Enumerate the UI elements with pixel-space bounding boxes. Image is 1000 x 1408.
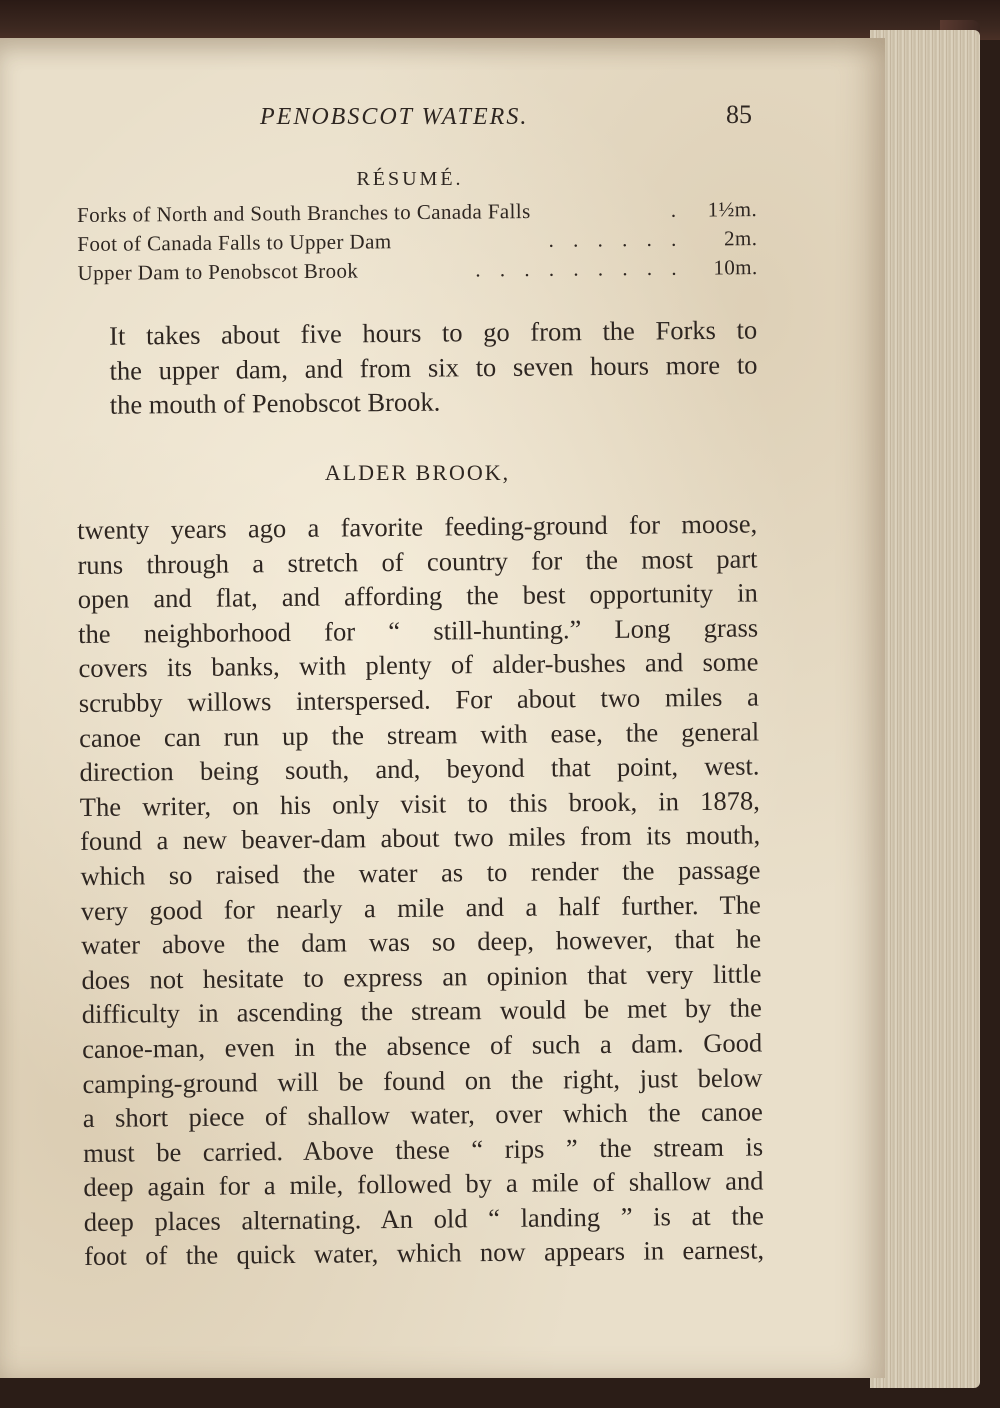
book-cover-top	[0, 0, 1000, 40]
page-number: 85	[726, 100, 752, 129]
resume-table	[77, 197, 758, 290]
resume-row-label: Upper Dam to Penobscot Brook	[77, 258, 359, 285]
leader-dots: . . . . . .	[548, 226, 684, 252]
page-edges	[870, 30, 980, 1388]
text-line: found a new beaver-dam about two miles from its mouth,	[80, 819, 761, 857]
leader-dots: .	[670, 197, 684, 222]
text-line: deep again for a mile, followed by a mile of shallow and	[83, 1165, 764, 1203]
resume-row-distance: 10m.	[713, 255, 758, 280]
text-line: foot of the quick water, which now appears in earnest,	[83, 1234, 765, 1272]
section-title: ALDER BROOK,	[324, 460, 511, 485]
book-page	[0, 38, 885, 1378]
text-line: difficulty in ascending the stream would be met by the	[81, 992, 762, 1030]
text-line: the neighborhood for “ still-hunting.” Long grass	[78, 612, 759, 649]
text-line: direction being south, and, beyond that point, west.	[79, 750, 760, 788]
text-line: scrubby willows interspersed. For about two miles a	[78, 681, 759, 718]
leader-dots: . . . . . . . . .	[475, 255, 684, 282]
text-line: very good for nearly a mile and a half further. The	[80, 888, 761, 926]
text-line: the upper dam, and from six to seven hours more to	[109, 349, 758, 386]
alder-brook-paragraph	[77, 506, 764, 1274]
text-line: The writer, on his only visit to this brook, in 1878,	[79, 785, 760, 822]
resume-title: RÉSUMÉ.	[356, 168, 464, 190]
text-line: covers its banks, with plenty of alder-bushes and some	[78, 646, 759, 684]
text-line: does not hesitate to express an opinion that very little	[81, 958, 762, 995]
text-line: a short piece of shallow water, over which the canoe	[82, 1096, 763, 1134]
running-head: PENOBSCOT WATERS.	[260, 104, 529, 130]
resume-row-distance: 2m.	[723, 226, 758, 251]
text-line: open and flat, and affording the best opportunity in	[77, 577, 758, 615]
resume-row-label: Foot of Canada Falls to Upper Dam	[77, 229, 392, 256]
text-line: which so raised the water as to render the passage	[80, 854, 761, 891]
text-line: camping-ground will be found on the right, just below	[82, 1061, 763, 1099]
text-line: canoe can run up the stream with ease, the general	[79, 716, 760, 753]
travel-time-paragraph	[77, 312, 758, 422]
resume-row	[78, 255, 758, 290]
text-line: deep places alternating. An old “ landing ” is at the	[83, 1200, 764, 1237]
text-line: canoe-man, even in the absence of such a dam. Good	[82, 1027, 763, 1064]
resume-row-distance: 1½m.	[707, 197, 758, 222]
text-line: It takes about five hours to go from the Forks to	[109, 314, 758, 351]
text-line: runs through a stretch of country for the most part	[77, 543, 758, 580]
text-line: must be carried. Above these “ rips ” the stream is	[82, 1131, 764, 1168]
resume-row-label: Forks of North and South Branches to Canada Falls	[77, 199, 531, 227]
text-line: twenty years ago a favorite feeding-ground for moose,	[77, 508, 758, 545]
text-line: water above the dam was so deep, however, that he	[81, 923, 762, 961]
text-line: the mouth of Penobscot Brook.	[109, 386, 441, 420]
